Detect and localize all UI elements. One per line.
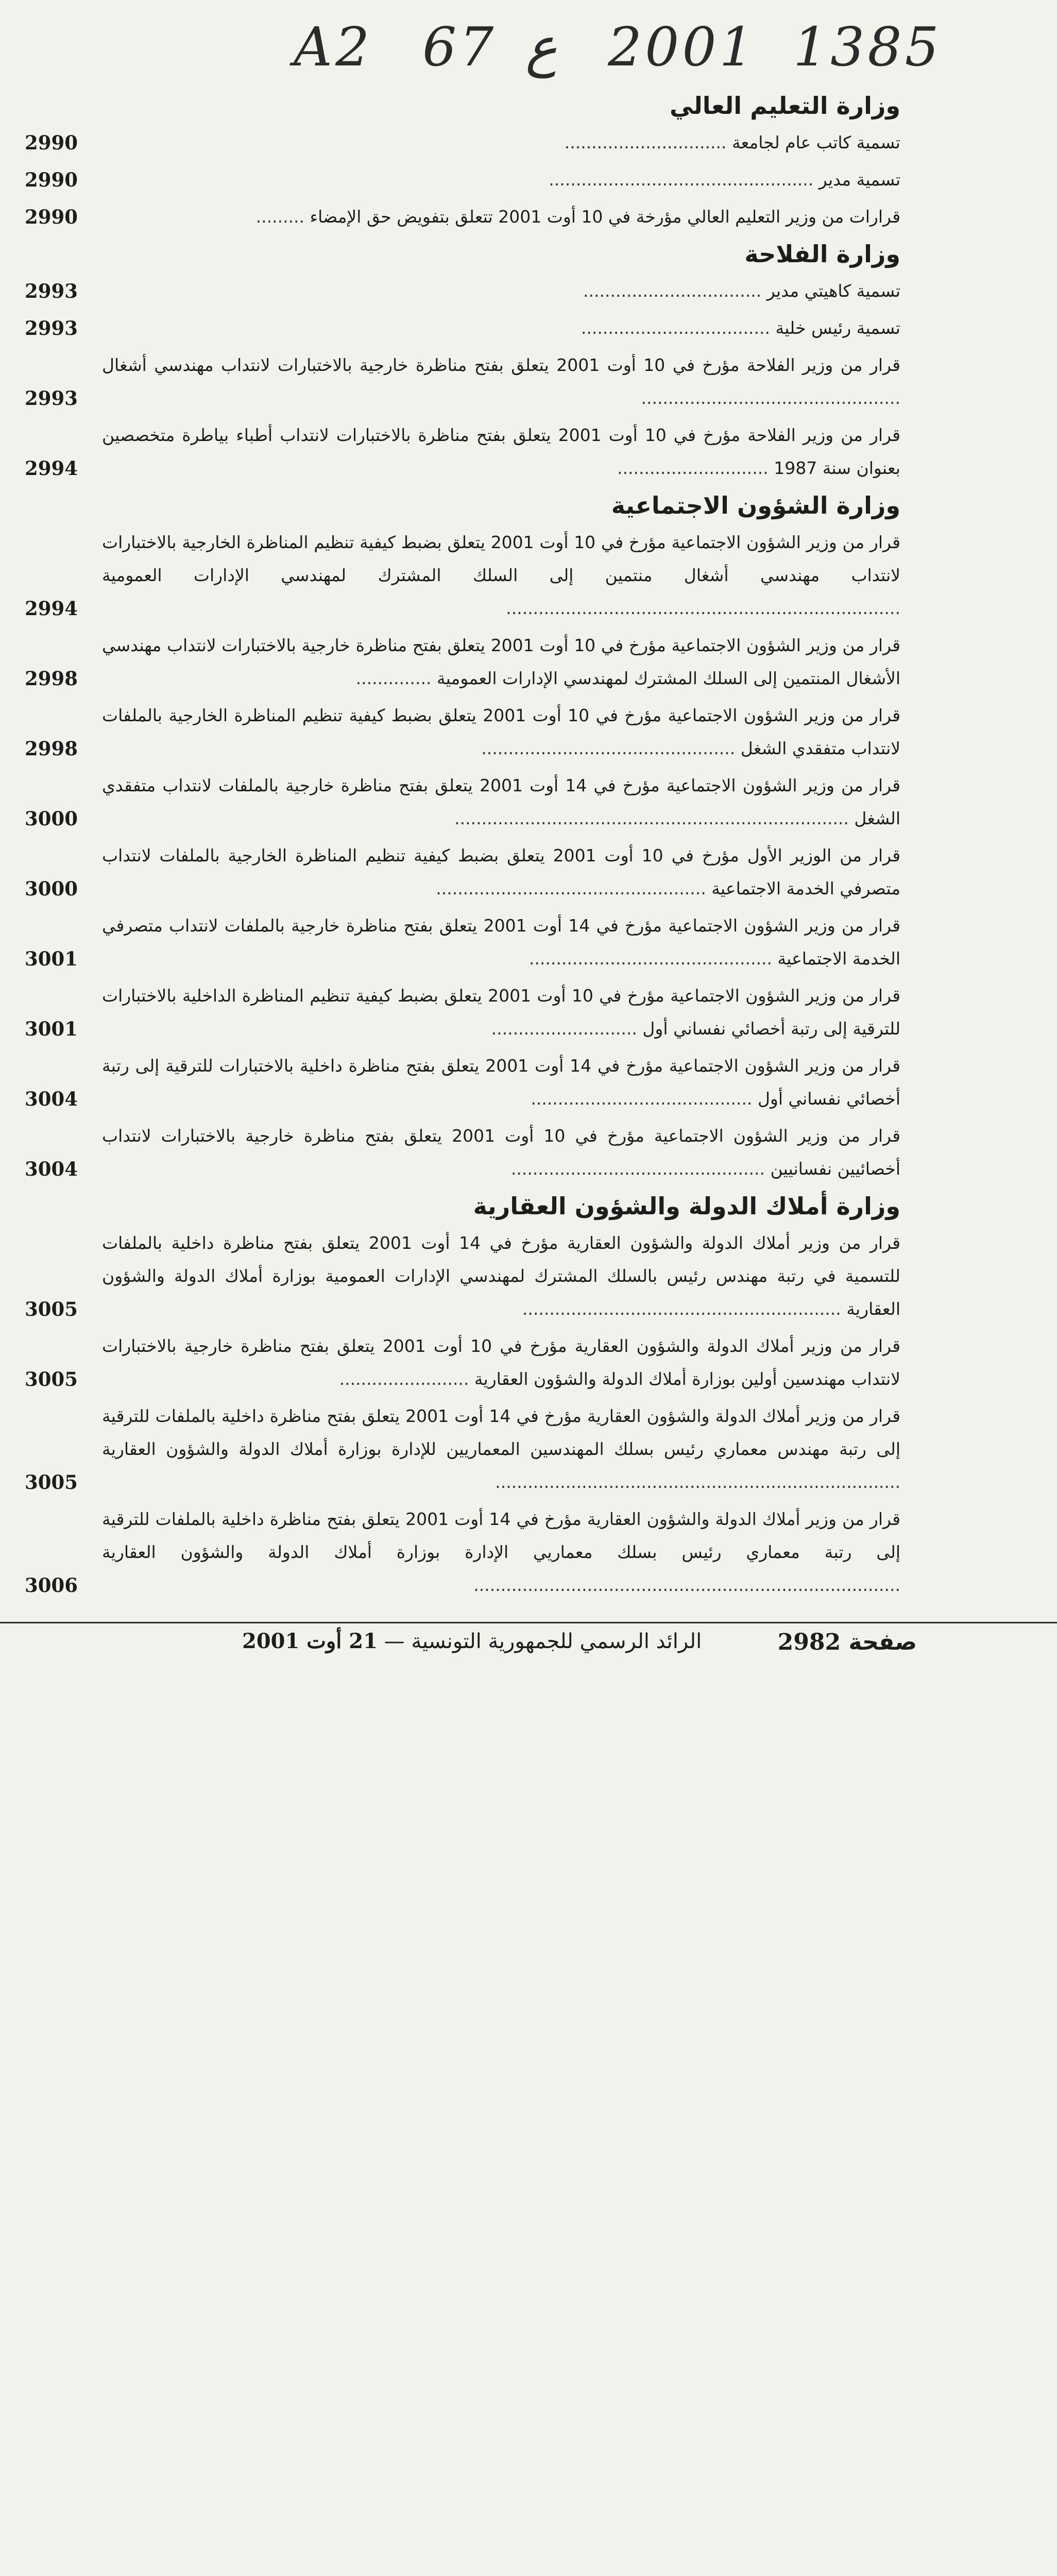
toc-entry-title: قرار من وزير الشؤون الاجتماعية مؤرخ في 14 أوت 2001 يتعلق بفتح مناظرة خارجية بالملفات لانتداب متصرفي الخدمة الاجتماعية	[102, 916, 900, 969]
toc-entry-text	[102, 979, 900, 1045]
toc-entry-title: تسمية مدير	[819, 170, 900, 190]
handwritten-annotation	[288, 15, 942, 93]
toc-entry-title: قرار من وزير الشؤون الاجتماعية مؤرخ في 10 أوت 2001 يتعلق بفتح مناظرة خارجية بالاختبارات لانتداب مهندسي الأشغال المنتمين إلى السلك المشترك لمهندسي الإدارات العمومية	[102, 635, 900, 688]
toc-entry-page: 2990	[25, 168, 78, 191]
toc-entry-title: قرار من وزير الشؤون الاجتماعية مؤرخ في 10 أوت 2001 يتعلق بضبط كيفية تنظيم المناظرة الخارجية بالاختبارات لانتداب مهندسي أشغال منتمين إلى السلك المشترك لمهندسي الإدارات العمومية	[102, 532, 900, 585]
toc-entry	[25, 126, 900, 159]
toc-entry-leader: ............................	[617, 458, 769, 478]
toc-entry	[25, 629, 900, 695]
toc-entry-page: 2993	[25, 280, 78, 302]
toc-entry-leader: ..............	[355, 668, 432, 688]
toc-entry-leader: .........................................................................	[506, 598, 900, 618]
toc-entry-page: 2993	[25, 317, 78, 340]
toc-entry-text	[102, 419, 900, 485]
footer-date: 21 أوت 2001	[242, 1629, 378, 1653]
toc-entry-leader: ...............................................	[510, 1159, 765, 1179]
toc-entry-leader: .........................................................................	[454, 808, 849, 828]
table-of-contents	[25, 85, 900, 1606]
toc-entry-title: قرار من وزير الفلاحة مؤرخ في 10 أوت 2001 يتعلق بفتح مناظرة خارجية بالاختبارات لانتداب مهندسي أشغال	[102, 355, 900, 375]
toc-entry-title: قرار من وزير الشؤون الاجتماعية مؤرخ في 10 أوت 2001 يتعلق بفتح مناظرة خارجية بالاختبارات لانتداب أخصائيين نفسانيين	[102, 1126, 900, 1179]
toc-entry-leader: ...............................................................................	[473, 1575, 900, 1595]
toc-entry-text	[102, 699, 900, 765]
footer-page-number	[778, 1629, 917, 1655]
toc-entry-leader: .........................................	[531, 1089, 753, 1109]
toc-entry-title: قرار من وزير الشؤون الاجتماعية مؤرخ في 14 أوت 2001 يتعلق بفتح مناظرة داخلية بالاختبارات للترقية إلى رتبة أخصائي نفساني أول	[102, 1056, 901, 1109]
toc-entry-leader: ........................	[339, 1369, 469, 1389]
toc-entry-leader: ...........................	[491, 1019, 637, 1039]
toc-entry-page: 3006	[25, 1574, 78, 1597]
toc-entry-page: 3000	[25, 877, 78, 900]
toc-entry-title: قرار من وزير الشؤون الاجتماعية مؤرخ في 10 أوت 2001 يتعلق بضبط كيفية تنظيم المناظرة الخارجية بالملفات لانتداب متفقدي الشغل	[102, 705, 900, 758]
toc-entry-text	[102, 839, 900, 905]
toc-entry-text	[102, 200, 900, 233]
page-footer	[0, 1627, 1057, 1668]
toc-entry-leader: .................................................	[549, 170, 814, 190]
toc-entry-page: 3000	[25, 807, 78, 830]
toc-entry	[25, 1227, 900, 1326]
toc-entry-page: 2994	[25, 597, 78, 620]
toc-entry-leader: ..................................................	[436, 878, 706, 899]
toc-entry-text	[102, 275, 900, 308]
toc-entry-leader: ...........................................................	[522, 1299, 841, 1319]
toc-entry-page: 2993	[25, 387, 78, 410]
toc-entry-page: 3004	[25, 1088, 78, 1110]
toc-entry	[25, 349, 900, 415]
toc-entry-title: قرار من وزير الشؤون الاجتماعية مؤرخ في 14 أوت 2001 يتعلق بفتح مناظرة خارجية بالملفات لانتداب متفقدي الشغل	[102, 775, 900, 828]
footer-divider	[0, 1622, 1057, 1623]
toc-entry-leader: ................................................	[641, 388, 900, 408]
toc-entry	[25, 419, 900, 485]
toc-entry-title: تسمية كاتب عام لجامعة	[731, 132, 900, 152]
toc-entry-page: 3001	[25, 947, 78, 970]
section-title: وزارة الشؤون الاجتماعية	[611, 492, 900, 519]
handwritten-note-letter: ع	[525, 15, 558, 78]
toc-entry	[25, 1120, 900, 1185]
handwritten-note-code: A2	[294, 15, 373, 78]
toc-entry-leader: ...............................................	[481, 738, 736, 758]
toc-entry	[25, 699, 900, 765]
toc-entry-title: قرار من وزير أملاك الدولة والشؤون العقارية مؤرخ في 14 أوت 2001 يتعلق بفتح مناظرة داخلية بالملفات للتسمية في رتبة مهندس رئيس بالسلك المشترك لمهندسي الإدارات العمومية بوزارة أملاك الدولة والشؤون العقارية	[102, 1233, 900, 1319]
handwritten-note-number: 67	[422, 15, 497, 78]
toc-entry-text	[102, 312, 900, 345]
toc-entry-text	[102, 769, 900, 835]
toc-entry-leader: ...........................................................................	[495, 1472, 900, 1492]
footer-publication-name: الرائد الرسمي للجمهورية التونسية —	[384, 1630, 702, 1653]
footer-page-label: صفحة	[848, 1629, 917, 1655]
toc-entry-page: 3004	[25, 1158, 78, 1180]
toc-entry-text	[102, 163, 900, 196]
section-title: وزارة الفلاحة	[744, 240, 900, 268]
toc-entry-text	[102, 1400, 900, 1499]
footer-publication	[242, 1629, 702, 1653]
toc-entry-page: 3005	[25, 1368, 78, 1391]
toc-entry-title: تسمية كاهيتي مدير	[766, 281, 900, 301]
toc-entry-page: 2998	[25, 667, 78, 690]
toc-entry-leader: ...................................	[581, 318, 771, 338]
toc-entry-text	[102, 909, 900, 975]
toc-entry-text	[102, 1330, 900, 1396]
toc-entry-page: 2994	[25, 457, 78, 480]
toc-entry-page: 3001	[25, 1018, 78, 1040]
handwritten-note-year: 2001	[608, 15, 757, 78]
section-title: وزارة أملاك الدولة والشؤون العقارية	[473, 1192, 900, 1220]
toc-entry-title: تسمية رئيس خلية	[775, 318, 900, 338]
toc-entry	[25, 526, 900, 625]
toc-entry-text	[102, 1503, 900, 1602]
toc-entry-title: قرار من وزير الشؤون الاجتماعية مؤرخ في 10 أوت 2001 يتعلق بضبط كيفية تنظيم المناظرة الداخلية بالاختبارات للترقية إلى رتبة أخصائي نفساني أول	[102, 986, 900, 1039]
toc-entry	[25, 1049, 900, 1115]
toc-entry-leader: .........	[255, 207, 305, 227]
handwritten-note-ref: 1385	[793, 15, 942, 78]
section-title: وزارة التعليم العالي	[669, 92, 900, 120]
footer-page-value: 2982	[777, 1629, 841, 1655]
toc-entry	[25, 769, 900, 835]
toc-entry	[25, 1503, 900, 1602]
toc-entry-text	[102, 1049, 900, 1115]
toc-entry-text	[102, 349, 900, 415]
toc-entry-text	[102, 526, 900, 625]
toc-entry-text	[102, 126, 900, 159]
toc-entry-leader: .................................	[583, 281, 762, 301]
toc-entry-page: 3005	[25, 1298, 78, 1320]
toc-entry-page: 2990	[25, 206, 78, 228]
toc-entry-title: قرار من الوزير الأول مؤرخ في 10 أوت 2001 يتعلق بضبط كيفية تنظيم المناظرة الخارجية بالملفات لانتداب متصرفي الخدمة الاجتماعية	[102, 845, 900, 899]
toc-entry	[25, 1330, 900, 1396]
toc-entry	[25, 200, 900, 233]
toc-entry	[25, 1400, 900, 1499]
toc-entry-leader: .............................................	[528, 948, 772, 969]
toc-entry-leader: ..............................	[564, 132, 727, 152]
toc-entry-title: قرارات من وزير التعليم العالي مؤرخة في 10 أوت 2001 تتعلق بتفويض حق الإمضاء	[310, 207, 900, 227]
toc-entry	[25, 979, 900, 1045]
toc-entry-title: قرار من وزير الفلاحة مؤرخ في 10 أوت 2001 يتعلق بفتح مناظرة بالاختبارات لانتداب أطباء بياطرة متخصصين بعنوان سنة 1987	[102, 425, 901, 478]
toc-entry-title: قرار من وزير أملاك الدولة والشؤون العقارية مؤرخ في 14 أوت 2001 يتعلق بفتح مناظرة داخلية بالملفات للترقية إلى رتبة معماري رئيس بسلك معماريي الإدارة بوزارة أملاك الدولة والشؤون العقارية	[102, 1509, 900, 1562]
toc-entry	[25, 909, 900, 975]
toc-entry	[25, 839, 900, 905]
toc-entry-text	[102, 1120, 900, 1185]
toc-entry	[25, 163, 900, 196]
toc-entry-page: 2990	[25, 131, 78, 154]
toc-entry-title: قرار من وزير أملاك الدولة والشؤون العقارية مؤرخ في 10 أوت 2001 يتعلق بفتح مناظرة خارجية بالاختبارات لانتداب مهندسين أولين بوزارة أملاك الدولة والشؤون العقارية	[102, 1336, 900, 1389]
toc-entry-page: 2998	[25, 737, 78, 760]
toc-entry	[25, 275, 900, 308]
toc-entry-page: 3005	[25, 1471, 78, 1494]
toc-entry-text	[102, 629, 900, 695]
toc-entry	[25, 312, 900, 345]
toc-entry-title: قرار من وزير أملاك الدولة والشؤون العقارية مؤرخ في 14 أوت 2001 يتعلق بفتح مناظرة داخلية بالملفات للترقية إلى رتبة مهندس معماري رئيس بسلك المهندسين المعماريين للإدارة بوزارة أملاك الدولة والشؤون العقارية	[102, 1406, 900, 1459]
toc-entry-text	[102, 1227, 900, 1326]
